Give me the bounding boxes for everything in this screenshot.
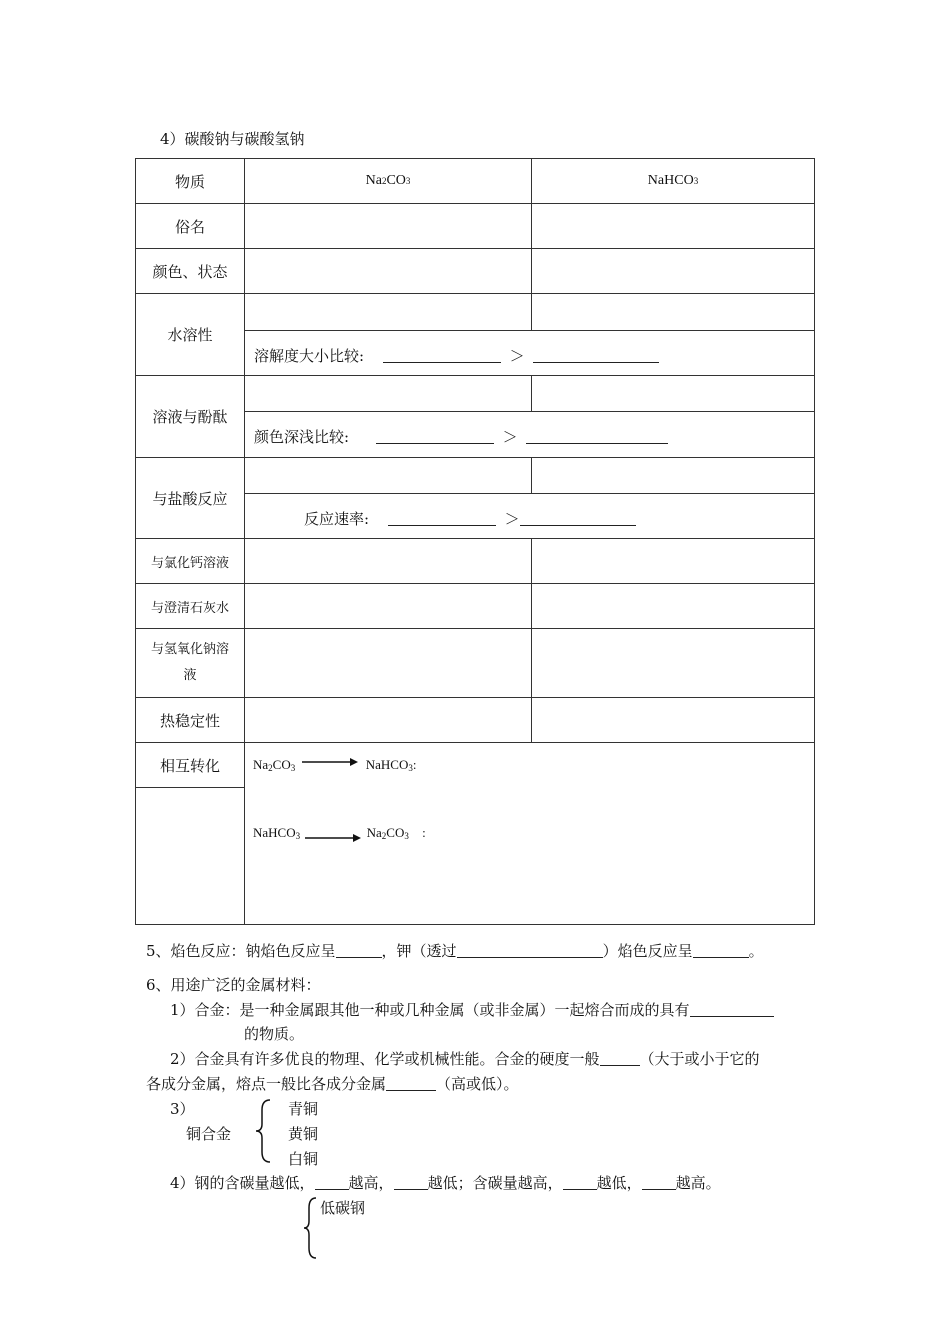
row-solubility: 水溶性 (167, 326, 213, 344)
alloy-item: 青铜 (288, 1100, 319, 1118)
section-6-p1: 1）合金：是一种金属跟其他一种或几种金属（或非金属）一起熔合而成的具有 (170, 999, 774, 1020)
brace-icon (254, 1098, 274, 1164)
copper-alloy-label: 铜合金 (186, 1125, 232, 1143)
alloy-item: 黄铜 (288, 1125, 319, 1143)
blank[interactable] (388, 511, 496, 526)
row-color-state: 颜色、状态 (152, 262, 228, 281)
blank[interactable] (690, 1002, 774, 1017)
row-conversion: 相互转化 (159, 756, 220, 775)
section-4-title: 4）碳酸钠与碳酸氢钠 (160, 130, 305, 148)
rate-compare: 反应速率: ＞ (304, 508, 636, 529)
steel-item: 低碳钢 (320, 1199, 366, 1217)
conversion-nahco3-to-na2co3: NaHCO$_3$ $Na_2CO_3$ : (253, 825, 426, 841)
blank[interactable] (457, 943, 603, 958)
blank[interactable] (386, 1076, 436, 1091)
arrow-right-icon (302, 757, 358, 767)
section-6-p2-cont: 各成分金属，熔点一般比各成分金属 （高或低）。 (146, 1075, 519, 1093)
color-compare: 颜色深浅比较: ＞ (254, 426, 668, 447)
header-substance: 物质 (174, 172, 205, 191)
blank[interactable] (642, 1175, 676, 1190)
blank[interactable] (336, 943, 382, 958)
brace-icon (302, 1196, 320, 1260)
solubility-compare: 溶解度大小比较: ＞ (254, 345, 659, 366)
conversion-na2co3-to-nahco3: $Na_2CO_3$ NaHCO$_3$: (253, 757, 417, 773)
blank[interactable] (693, 943, 749, 958)
row-cacl2: 与氯化钙溶液 (150, 555, 229, 571)
blank[interactable] (520, 511, 636, 526)
blank[interactable] (533, 348, 659, 363)
section-6-title: 6、用途广泛的金属材料： (146, 976, 321, 994)
section-6-p3-num: 3） (170, 1100, 195, 1118)
section-6-p1-cont: 的物质。 (244, 1025, 305, 1043)
header-nahco3: NaHCO 3 (647, 173, 699, 188)
blank[interactable] (315, 1175, 349, 1190)
row-common-name: 俗名 (174, 217, 205, 236)
blank[interactable] (563, 1175, 597, 1190)
alloy-item: 白铜 (288, 1150, 319, 1168)
blank[interactable] (600, 1051, 640, 1066)
blank[interactable] (526, 429, 668, 444)
section-6-p4: 4）钢的含碳量越低， 越高， 越低；含碳量越高， 越低， 越高。 (170, 1174, 721, 1192)
row-limewater: 与澄清石灰水 (150, 600, 229, 616)
row-phenolphthalein: 溶液与酚酞 (152, 408, 228, 426)
blank[interactable] (394, 1175, 428, 1190)
header-na2co3: Na 2 CO 3 (365, 173, 411, 188)
arrow-right-icon (305, 829, 361, 843)
section-6-p2: 2）合金具有许多优良的物理、化学或机械性能。合金的硬度一般 （大于或小于它的 (170, 1050, 760, 1068)
row-thermal: 热稳定性 (159, 711, 220, 730)
section-5: 5、焰色反应：钠焰色反应呈 ，钾（透过 ）焰色反应呈 。 (146, 942, 764, 960)
row-hcl: 与盐酸反应 (152, 489, 228, 508)
row-naoh: 与氢氧化钠溶液 (150, 642, 229, 683)
blank[interactable] (376, 429, 494, 444)
blank[interactable] (383, 348, 501, 363)
